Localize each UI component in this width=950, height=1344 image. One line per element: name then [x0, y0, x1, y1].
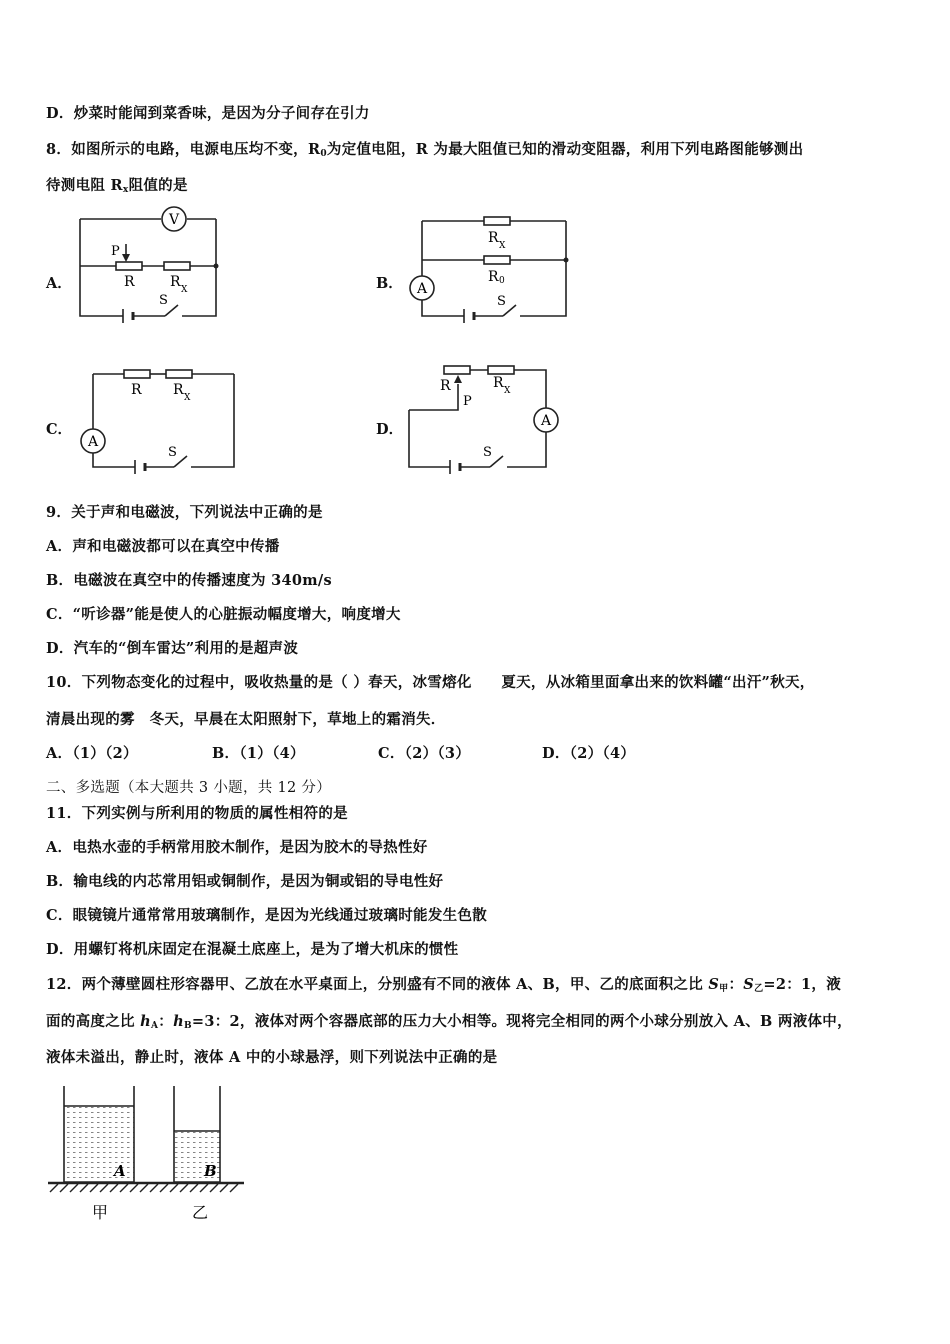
circuit-d-rx-sub: X [504, 386, 511, 396]
circuit-b-rx-label: R [488, 230, 499, 246]
q10-option-a[interactable]: A．（1）（2） [46, 745, 138, 762]
circuit-a-switch-label: S [159, 293, 168, 308]
q9-option-d[interactable]: D．汽车的“倒车雷达”利用的是超声波 [46, 640, 299, 657]
q12-s-jia: S [708, 976, 720, 993]
q8-option-c-label[interactable]: C． [46, 421, 73, 438]
circuit-b-switch-label: S [497, 294, 506, 309]
q8-rx-sub: x [122, 185, 129, 195]
q12-l2b: =3：2，液体对两个容器底部的压力大小相等。现将完全相同的两个小球分别放入 A、B 两液体中， [191, 1013, 852, 1030]
q8-option-b-label[interactable]: B． [376, 275, 403, 292]
circuit-d-ammeter-label: A [540, 413, 552, 429]
circuit-c-rx-sub: X [184, 393, 191, 403]
q12-jia-sub: 甲 [719, 984, 729, 994]
container-jia-label: 甲 [92, 1203, 109, 1222]
q11-option-c[interactable]: C．眼镜镜片通常常用玻璃制作，是因为光线通过玻璃时能发生色散 [46, 907, 488, 924]
circuit-a-slider-p: P [111, 244, 120, 259]
q10-option-d[interactable]: D．（2）（4） [542, 745, 636, 762]
q12-l1a: 12．两个薄壁圆柱形容器甲、乙放在水平桌面上，分别盛有不同的液体 A、B，甲、乙的底面积之比 [46, 976, 709, 993]
q12-b-sub: B [183, 1021, 192, 1031]
circuit-d-rx-label: R [493, 375, 504, 391]
circuit-d-switch-label: S [483, 445, 492, 460]
liquid-b-label: B [204, 1162, 217, 1180]
q8-option-a-label[interactable]: A． [46, 275, 72, 292]
q8-stem-line2a: 待测电阻 R [46, 177, 123, 194]
q8-stem-text: 8．如图所示的电路，电源电压均不变，R [46, 141, 321, 158]
q12-stem-line3: 液体未溢出，静止时，液体 A 中的小球悬浮，则下列说法中正确的是 [46, 1049, 498, 1066]
q10-stem-line1: 10．下列物态变化的过程中，吸收热量的是（ ）春天，冰雪熔化 夏天，从冰箱里面拿出来的饮料罐“出汗”秋天， [46, 674, 815, 691]
q11-option-b[interactable]: B．输电线的内芯常用铝或铜制作，是因为铜或铝的导电性好 [46, 873, 444, 890]
q12-a-sub: A [151, 1021, 159, 1031]
circuit-c-r-label: R [131, 382, 142, 398]
q11-option-d[interactable]: D．用螺钉将机床固定在混凝土底座上，是为了增大机床的惯性 [46, 941, 459, 958]
circuit-b-r0-label: R [488, 269, 499, 285]
q12-l1b: =2：1，液 [763, 976, 842, 993]
q8-r0-sub: 0 [320, 149, 327, 159]
q12-h-a: h [140, 1013, 151, 1030]
q10-option-b[interactable]: B．（1）（4） [212, 745, 305, 762]
q11-stem: 11．下列实例与所利用的物质的属性相符的是 [46, 805, 348, 822]
circuit-a-rheostat-label: R [124, 274, 135, 290]
container-yi-label: 乙 [192, 1203, 209, 1222]
circuit-c-ammeter-label: A [87, 434, 99, 450]
q12-s-yi: S [743, 976, 755, 993]
circuit-b-rx-sub: X [499, 241, 506, 251]
q9-stem: 9．关于声和电磁波，下列说法中正确的是 [46, 504, 323, 521]
q12-h-b: h [173, 1013, 184, 1030]
q9-option-a[interactable]: A．声和电磁波都可以在真空中传播 [46, 538, 280, 555]
q12-colon2: ： [158, 1013, 174, 1030]
circuit-a-rx-sub: X [181, 285, 188, 295]
q8-option-d-label[interactable]: D． [376, 421, 404, 438]
q12-yi-sub: 乙 [754, 984, 764, 994]
q12-l2a: 面的高度之比 [46, 1013, 141, 1030]
circuit-c-switch-label: S [168, 445, 177, 460]
circuit-a-rx-label: R [170, 274, 181, 290]
q8-stem-tail: 为定值电阻，R 为最大阻值已知的滑动变阻器，利用下列电路图能够测出 [326, 141, 804, 158]
table-hatching [50, 1184, 238, 1192]
q11-option-a[interactable]: A．电热水壶的手柄常用胶木制作，是因为胶木的导热性好 [46, 839, 428, 856]
q10-stem-line2: 清晨出现的雾 冬天，早晨在太阳照射下，草地上的霜消失． [46, 711, 446, 728]
q10-option-c[interactable]: C．（2）（3） [378, 745, 471, 762]
circuit-d-slider-p: P [463, 394, 472, 409]
circuit-d-rheostat-label: R [440, 378, 451, 394]
q7-option-d: D．炒菜时能闻到菜香味，是因为分子间存在引力 [46, 105, 370, 122]
circuit-a-voltmeter-label: V [168, 212, 180, 228]
section2-title: 二、多选题（本大题共 3 小题，共 12 分） [46, 780, 332, 796]
liquid-a-label: A [114, 1162, 126, 1180]
q9-option-c[interactable]: C．“听诊器”能是使人的心脏振动幅度增大，响度增大 [46, 606, 401, 623]
circuit-c-rx-label: R [173, 382, 184, 398]
q12-colon: ： [728, 976, 744, 993]
circuit-b-ammeter-label: A [416, 281, 428, 297]
q8-stem-line2b: 阻值的是 [128, 177, 188, 194]
circuit-b-r0-sub: 0 [499, 276, 505, 286]
q9-option-b[interactable]: B．电磁波在真空中的传播速度为 340m/s [46, 572, 332, 589]
